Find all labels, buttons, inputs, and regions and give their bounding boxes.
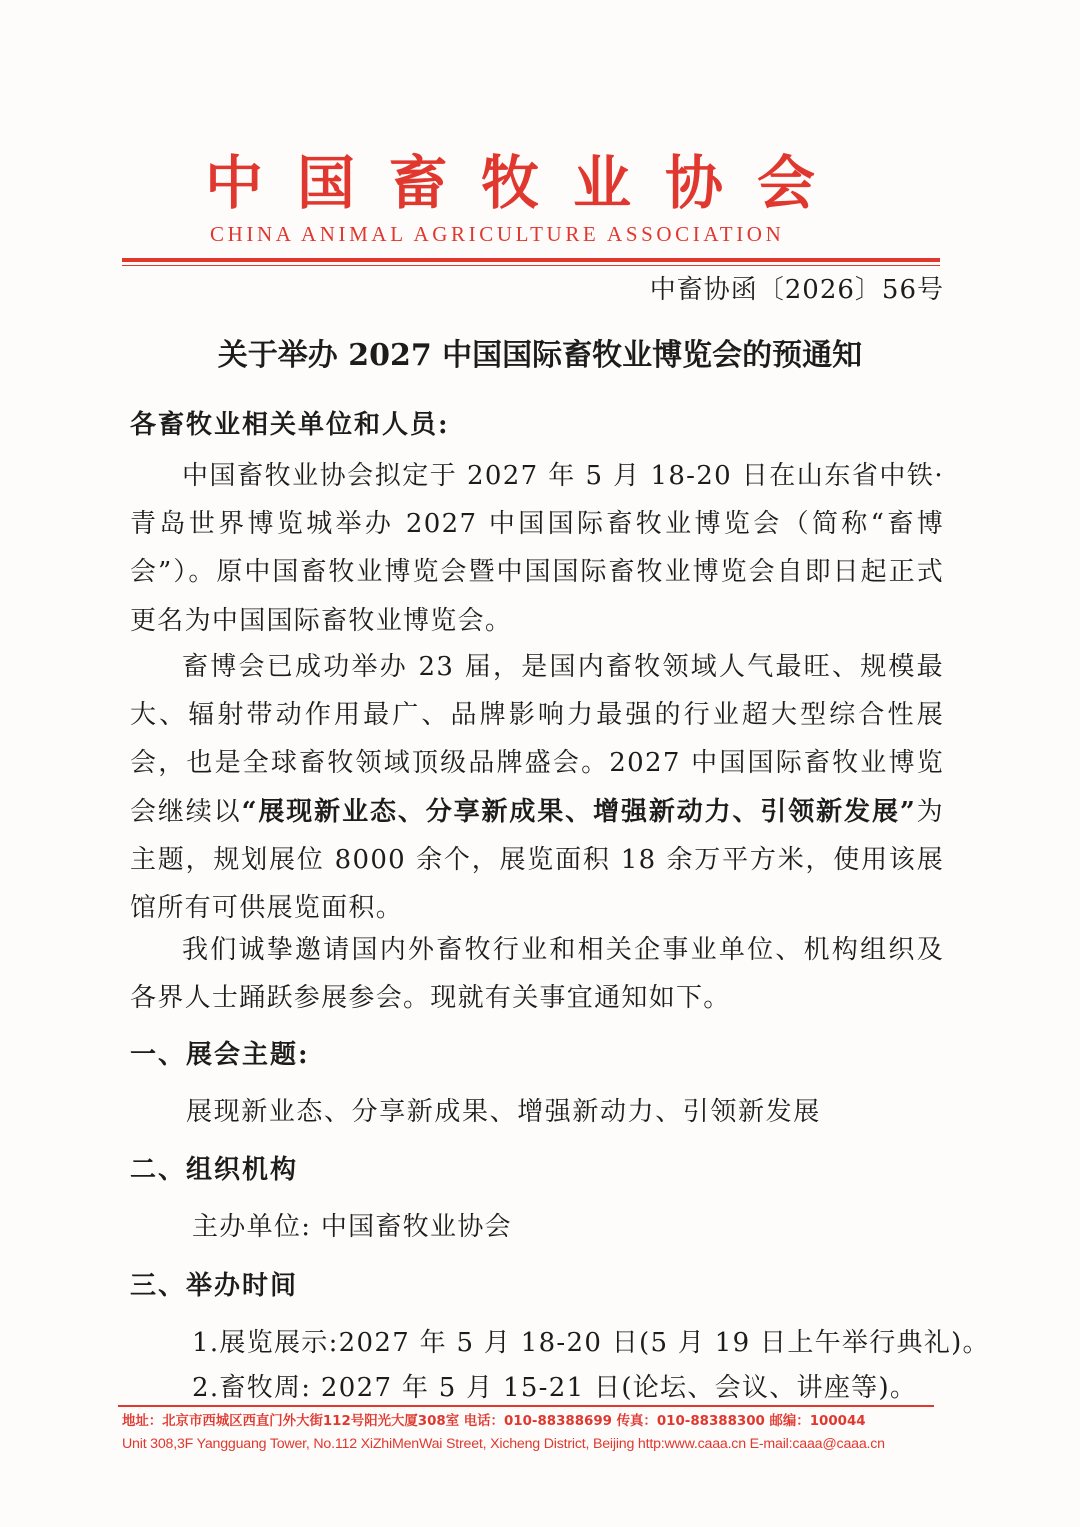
paragraph-overview-theme: “展现新业态、分享新成果、增强新动力、引领新发展” [241, 796, 917, 827]
document-title: 关于举办 2027 中国国际畜牧业博览会的预通知 [217, 338, 863, 373]
letterhead-rule-thick [122, 258, 940, 262]
footer-address-en: Unit 308,3F Yangguang Tower, No.112 XiZhiMenWai Street, Xicheng District, Beijing http:www.caaa.cn E-mail:caaa@caaa.cn [122, 1436, 885, 1452]
footer-address-cn: 地址：北京市西城区西直门外大街112号阳光大厦308室 电话：010-88388699 传真：010-88388300 邮编：100044 [122, 1414, 866, 1429]
section-heading-time: 三、举办时间 [130, 1271, 299, 1301]
salutation: 各畜牧业相关单位和人员: [130, 410, 450, 440]
section-time-item-2: 2.畜牧周: 2027 年 5 月 15-21 日(论坛、会议、讲座等)。 [192, 1373, 918, 1403]
paragraph-overview [130, 643, 944, 932]
section-time-item-1: 1.展览展示:2027 年 5 月 18-20 日(5 月 19 日上午举行典礼)。 [192, 1328, 990, 1358]
letterhead-org-name: 中国畜牧业协会 [205, 149, 850, 217]
section-organization-text: 主办单位: 中国畜牧业协会 [192, 1212, 512, 1242]
section-heading-organization: 二、组织机构 [130, 1155, 299, 1185]
section-heading-theme: 一、展会主题: [130, 1040, 310, 1070]
paragraph-overview-text: 畜博会已成功举办 23 届，是国内畜牧领域人气最旺、规模最大、辐射带动作用最广、品牌影响力最强的行业超大型综合性展会，也是全球畜牧领域顶级品牌盛会。2027 中国国际畜牧业博览会继续以 [130, 652, 944, 827]
footer-rule [118, 1405, 934, 1407]
paragraph-invitation: 我们诚挚邀请国内外畜牧行业和相关企事业单位、机构组织及各界人士踊跃参展参会。现就有关事宜通知如下。 [130, 935, 944, 1014]
letterhead-org-name-en: CHINA ANIMAL AGRICULTURE ASSOCIATION [210, 222, 785, 246]
paragraph-intro: 中国畜牧业协会拟定于 2027 年 5 月 18-20 日在山东省中铁·青岛世界博览城举办 2027 中国国际畜牧业博览会（简称“畜博会”）。原中国畜牧业博览会暨中国国际畜牧业博览会自即日起正式更名为中国国际畜牧业博览会。 [130, 461, 944, 636]
document-number: 中畜协函〔2026〕56号 [649, 275, 944, 305]
letterhead-rule-thin [122, 265, 940, 266]
section-theme-text: 展现新业态、分享新成果、增强新动力、引领新发展 [186, 1097, 821, 1127]
paragraph-overview-text-end: 为主题，规划展位 8000 余个，展览面积 18 余万平方米，使用该展馆所有可供展览面积。 [130, 796, 944, 924]
